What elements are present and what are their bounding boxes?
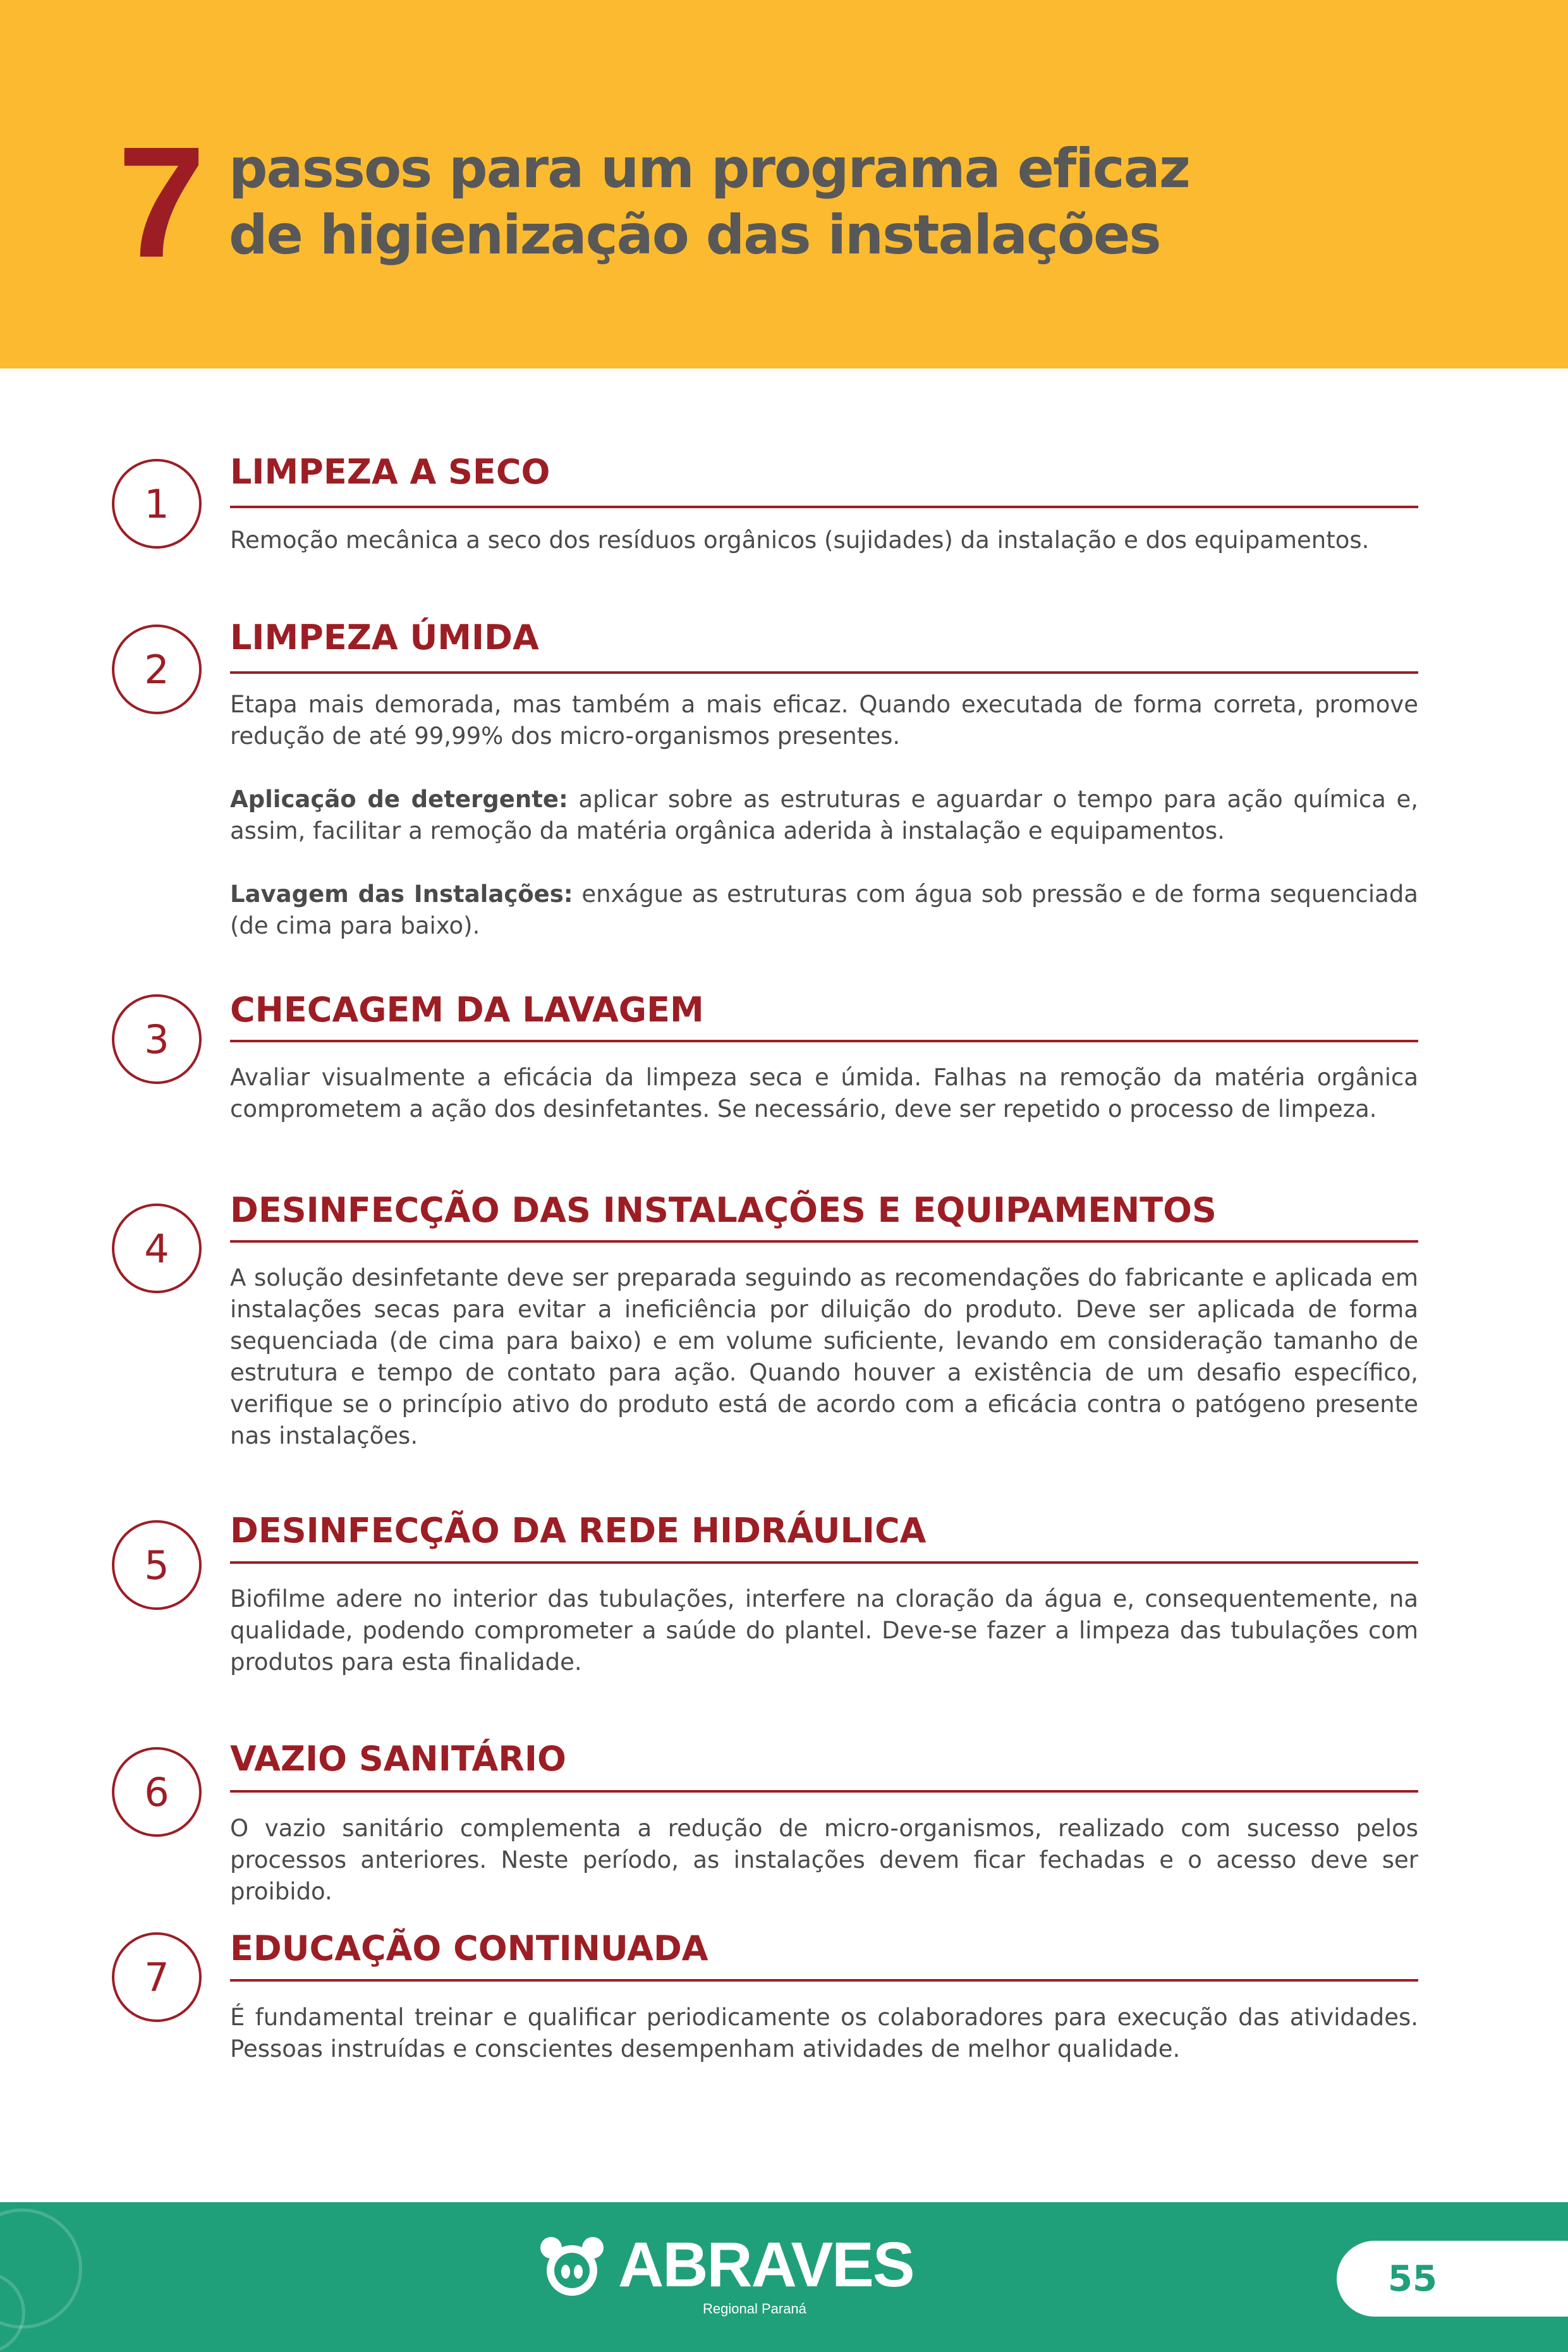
footer-band bbox=[0, 2202, 1568, 2352]
header-number: 7 bbox=[118, 114, 206, 290]
pig-face-icon bbox=[537, 2231, 607, 2301]
step-number-badge: 4 bbox=[112, 1203, 202, 1293]
step-title: EDUCAÇÃO CONTINUADA bbox=[230, 1929, 708, 1968]
step-subparagraph-detergent bbox=[230, 784, 1418, 847]
step-divider bbox=[230, 671, 1418, 674]
step-sub-label: Aplicação de detergente: bbox=[230, 786, 568, 813]
step-divider bbox=[230, 1040, 1418, 1042]
step-number-badge: 6 bbox=[112, 1747, 202, 1837]
step-number-badge: 1 bbox=[112, 459, 202, 549]
step-text: Etapa mais demorada, mas também a mais eficaz. Quando executada de forma correta, promove redução de até 99,99% dos micro-organismos presentes. bbox=[230, 691, 1418, 750]
step-sub-text: enxágue as estruturas com água sob pressão e de forma sequenciada (de cima para baixo). bbox=[230, 880, 1418, 939]
step-title: LIMPEZA A SECO bbox=[230, 452, 550, 492]
step-divider bbox=[230, 506, 1418, 508]
logo-subtitle: Regional Paraná bbox=[703, 2301, 806, 2317]
step-text: Remoção mecânica a seco dos resíduos orgânicos (sujidades) da instalação e dos equipamentos. bbox=[230, 527, 1370, 554]
step-number-badge: 7 bbox=[112, 1932, 202, 2022]
step-title: DESINFECÇÃO DAS INSTALAÇÕES E EQUIPAMENTOS bbox=[230, 1190, 1217, 1230]
page-title-line-1: passos para um programa eficaz bbox=[229, 137, 1189, 200]
step-text: Biofilme adere no interior das tubulações, interfere na cloração da água e, consequentemente, na qualidade, podendo comprometer a saúde do plantel. Deve-se fazer a limpeza das tubulações com produtos para esta finalidade. bbox=[230, 1585, 1418, 1676]
step-title: CHECAGEM DA LAVAGEM bbox=[230, 990, 704, 1030]
header-band bbox=[0, 0, 1568, 369]
step-divider bbox=[230, 1240, 1418, 1243]
step-divider bbox=[230, 1561, 1418, 1564]
step-title: VAZIO SANITÁRIO bbox=[230, 1739, 566, 1779]
logo-name: ABRAVES bbox=[618, 2229, 914, 2300]
step-divider bbox=[230, 1790, 1418, 1793]
page-title bbox=[229, 136, 1430, 269]
step-number-badge: 3 bbox=[112, 994, 202, 1084]
step-subparagraph-washing bbox=[230, 879, 1418, 942]
page-number-pill bbox=[1337, 2241, 1568, 2317]
step-number-badge: 2 bbox=[112, 625, 202, 714]
step-sub-label: Lavagem das Instalações: bbox=[230, 880, 573, 908]
page-number: 55 bbox=[1388, 2258, 1437, 2300]
step-text: O vazio sanitário complementa a redução de micro-organismos, realizado com sucesso pelos processos anteriores. Neste período, as instalações devem ficar fechadas e o acesso deve ser proibido. bbox=[230, 1815, 1418, 1905]
step-number-badge: 5 bbox=[112, 1520, 202, 1610]
step-title: LIMPEZA ÚMIDA bbox=[230, 618, 539, 657]
step-divider bbox=[230, 1979, 1418, 1982]
page-title-line-2: de higienização das instalações bbox=[229, 204, 1160, 267]
step-text: A solução desinfetante deve ser preparada seguindo as recomendações do fabricante e aplicada em instalações secas para evitar a ineficiência por diluição do produto. Deve ser aplicada de forma sequenciada (de cima para baixo) e em volume suficiente, levando em consideração tamanho de estrutura e tempo de contato para ação. Quando houver a existência de um desafio específico, verifique se o princípio ativo do produto está de acordo com a eficácia contra o patógeno presente nas instalações. bbox=[230, 1264, 1418, 1449]
step-text: É fundamental treinar e qualificar periodicamente os colaboradores para execução das atividades. Pessoas instruídas e conscientes desempenham atividades de melhor qualidade. bbox=[230, 2004, 1418, 2063]
step-title: DESINFECÇÃO DA REDE HIDRÁULICA bbox=[230, 1511, 927, 1551]
abraves-logo bbox=[537, 2227, 914, 2329]
step-sub-text: aplicar sobre as estruturas e aguardar o tempo para ação química e, assim, facilitar a remoção da matéria orgânica aderida à instalação e equipamentos. bbox=[230, 786, 1419, 844]
step-text: Avaliar visualmente a eficácia da limpeza seca e úmida. Falhas na remoção da matéria orgânica comprometem a ação dos desinfetantes. Se necessário, deve ser repetido o processo de limpeza. bbox=[230, 1064, 1418, 1123]
